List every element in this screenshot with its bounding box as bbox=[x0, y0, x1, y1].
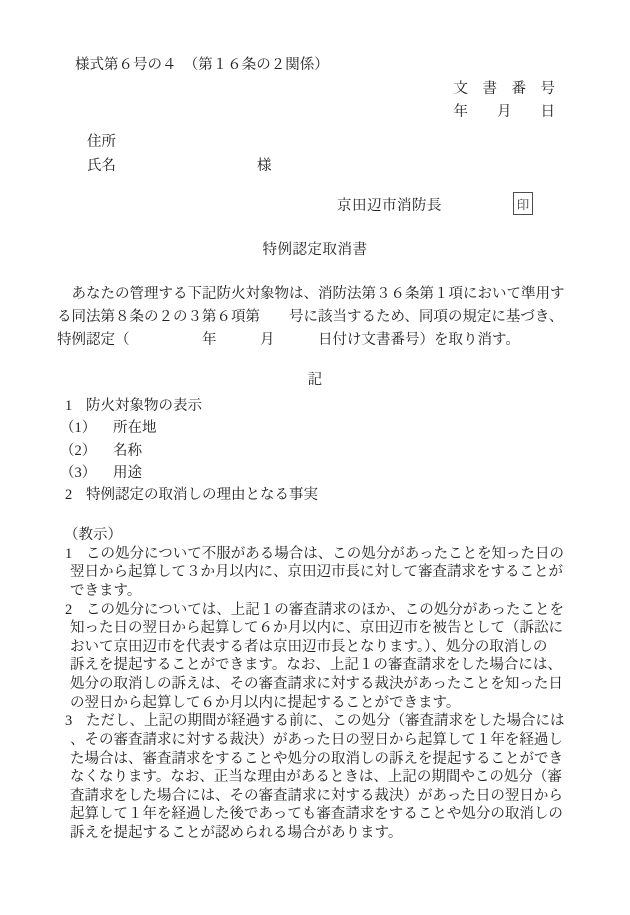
kyoji-item-line: た場合は、審査請求をすることや処分の取消しの訴えを提起することができ bbox=[70, 750, 563, 767]
addressee-honorific: 様 bbox=[257, 157, 272, 174]
list-item-number: （1） bbox=[60, 420, 97, 437]
page-title: 特例認定取消書 bbox=[262, 242, 368, 258]
kyoji-item-line: 起算して１年を経過した後であっても審査請求をすることや処分の取消しの bbox=[70, 806, 563, 823]
list-item bbox=[57, 484, 577, 506]
seal-box bbox=[513, 192, 533, 215]
list-item-text: 防火対象物の表示 bbox=[86, 398, 202, 414]
name-line bbox=[87, 155, 272, 179]
doc-number-date-block bbox=[454, 78, 556, 125]
ki-marker: 記 bbox=[307, 372, 323, 388]
body-line: あなたの管理する下記防火対象物は、消防法第３６条第１項において準用す bbox=[57, 286, 565, 302]
list-item-text: 所在地 bbox=[113, 420, 157, 437]
list-item-text: 特例認定の取消しの理由となる事実 bbox=[86, 487, 318, 504]
kyoji-item-text: この処分について不服がある場合は、この処分があったことを知った日の bbox=[86, 545, 565, 562]
kyoji-item-line: 査請求をした場合には、その審査請求に対する裁決）があった日の翌日から bbox=[70, 787, 563, 804]
kyoji-heading: （教示） bbox=[64, 527, 122, 543]
list-item-number: （2） bbox=[60, 442, 97, 459]
kyoji-item-line: 処分の取消しの訴えは、その審査請求に対する裁決があったことを知った日 bbox=[70, 676, 563, 692]
seal-icon: 印 bbox=[516, 197, 530, 212]
list-item-text: 用途 bbox=[113, 464, 142, 481]
kyoji-item-line: おいて京田辺市を代表する者は京田辺市長となります。）、処分の取消しの bbox=[70, 638, 548, 655]
kyoji-item-number: 1 bbox=[65, 545, 73, 562]
kyoji-item-line: の翌日から起算して６か月以内に提起することができます。 bbox=[70, 694, 461, 711]
kyoji-item-number: 3 bbox=[65, 713, 73, 730]
kyoji-item-line bbox=[57, 601, 582, 620]
list-item bbox=[57, 417, 577, 439]
list-block bbox=[57, 395, 577, 506]
addressee-block bbox=[87, 131, 272, 178]
form-number-line: 様式第６号の４ （第１６条の２関係） bbox=[75, 57, 329, 73]
kyoji-item-line: できます。 bbox=[70, 582, 142, 599]
kyoji-item-line bbox=[57, 712, 582, 731]
kyoji-item-text: ただし、上記の期間が経過する前に、この処分（審査請求をした場合には bbox=[86, 713, 565, 730]
name-label: 氏名 bbox=[87, 157, 116, 174]
issuer-title: 京田辺市消防長 bbox=[337, 198, 442, 214]
kyoji-item-line: 翌日から起算して３か月以内に、京田辺市長に対して審査請求をすることが bbox=[70, 564, 563, 581]
address-label: 住所 bbox=[87, 134, 116, 150]
kyoji-item-line: 訴えを提起することが認められる場合があります。 bbox=[70, 825, 403, 841]
list-item-number: 1 bbox=[65, 398, 73, 414]
kyoji-item-number: 2 bbox=[65, 601, 73, 618]
list-item-number: （3） bbox=[60, 464, 97, 481]
kyoji-block bbox=[57, 526, 582, 843]
doc-number-label: 文 書 番 号 bbox=[453, 81, 555, 97]
kyoji-item-line: 訴えを提起することができます。なお、上記１の審査請求をした場合には、 bbox=[70, 657, 562, 674]
date-line: 年 月 日 bbox=[453, 104, 555, 121]
list-item bbox=[57, 462, 577, 484]
body-line: る同法第８条の２の３第６項第 号に該当するため、同項の規定に基づき、 bbox=[57, 309, 564, 326]
kyoji-item-line bbox=[57, 545, 582, 564]
body-line: 特例認定（ 年 月 日付け文書番号）を取り消す。 bbox=[57, 332, 520, 349]
list-item bbox=[57, 395, 577, 417]
kyoji-item-line: なくなります。なお、正当な理由があるときは、上記の期間やこの処分（審 bbox=[70, 769, 562, 786]
list-item-number: 2 bbox=[65, 487, 73, 504]
list-item-text: 名称 bbox=[113, 442, 142, 459]
list-item bbox=[57, 440, 577, 462]
kyoji-item-text: この処分については、上記１の審査請求のほか、この処分があったことを bbox=[86, 601, 565, 618]
kyoji-item-line: 知った日の翌日から起算して６か月以内に、京田辺市を被告として（訴訟に bbox=[70, 620, 563, 637]
kyoji-item-line: 、その審査請求に対する裁決）があった日の翌日から起算して１年を経過し bbox=[70, 731, 563, 748]
body-paragraph bbox=[57, 283, 577, 353]
